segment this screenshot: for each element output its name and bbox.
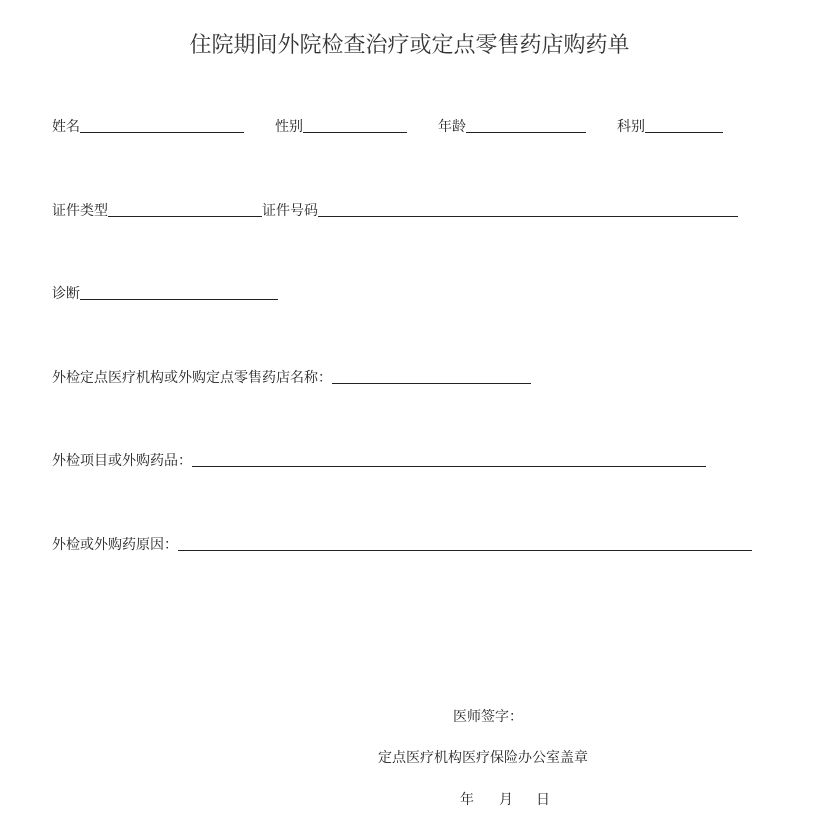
- diagnosis-label: 诊断: [52, 286, 80, 302]
- id-number-label: 证件号码: [262, 203, 318, 219]
- day-label: 日: [536, 792, 550, 808]
- row-facility: [52, 365, 531, 387]
- items-label: 外检项目或外购药品：: [52, 453, 192, 469]
- department-field[interactable]: [645, 132, 723, 133]
- id-type-label: 证件类型: [52, 203, 108, 219]
- row-reason: [52, 532, 752, 554]
- gender-label: 性别: [275, 119, 303, 135]
- name-label: 姓名: [52, 119, 80, 135]
- row-id-info: [52, 198, 738, 220]
- facility-name-field[interactable]: [332, 383, 531, 384]
- reason-label: 外检或外购药原因：: [52, 537, 178, 553]
- facility-name-label: 外检定点医疗机构或外购定点零售药店名称：: [52, 370, 332, 386]
- month-label: 月: [499, 792, 513, 808]
- form-title: 住院期间外院检查治疗或定点零售药店购药单: [189, 33, 630, 58]
- doctor-signature-label: 医师签字：: [453, 709, 523, 725]
- row-basic-info: [52, 114, 723, 136]
- office-stamp-label: 定点医疗机构医疗保险办公室盖章: [378, 750, 588, 766]
- row-diagnosis: [52, 281, 278, 303]
- reason-field[interactable]: [178, 550, 752, 551]
- id-number-field[interactable]: [318, 216, 738, 217]
- name-field[interactable]: [80, 132, 244, 133]
- age-field[interactable]: [466, 132, 586, 133]
- department-label: 科别: [617, 119, 645, 135]
- row-items: [52, 448, 706, 470]
- id-type-field[interactable]: [108, 216, 262, 217]
- items-field[interactable]: [192, 466, 706, 467]
- age-label: 年龄: [438, 119, 466, 135]
- year-label: 年: [460, 792, 474, 808]
- gender-field[interactable]: [303, 132, 407, 133]
- diagnosis-field[interactable]: [80, 299, 278, 300]
